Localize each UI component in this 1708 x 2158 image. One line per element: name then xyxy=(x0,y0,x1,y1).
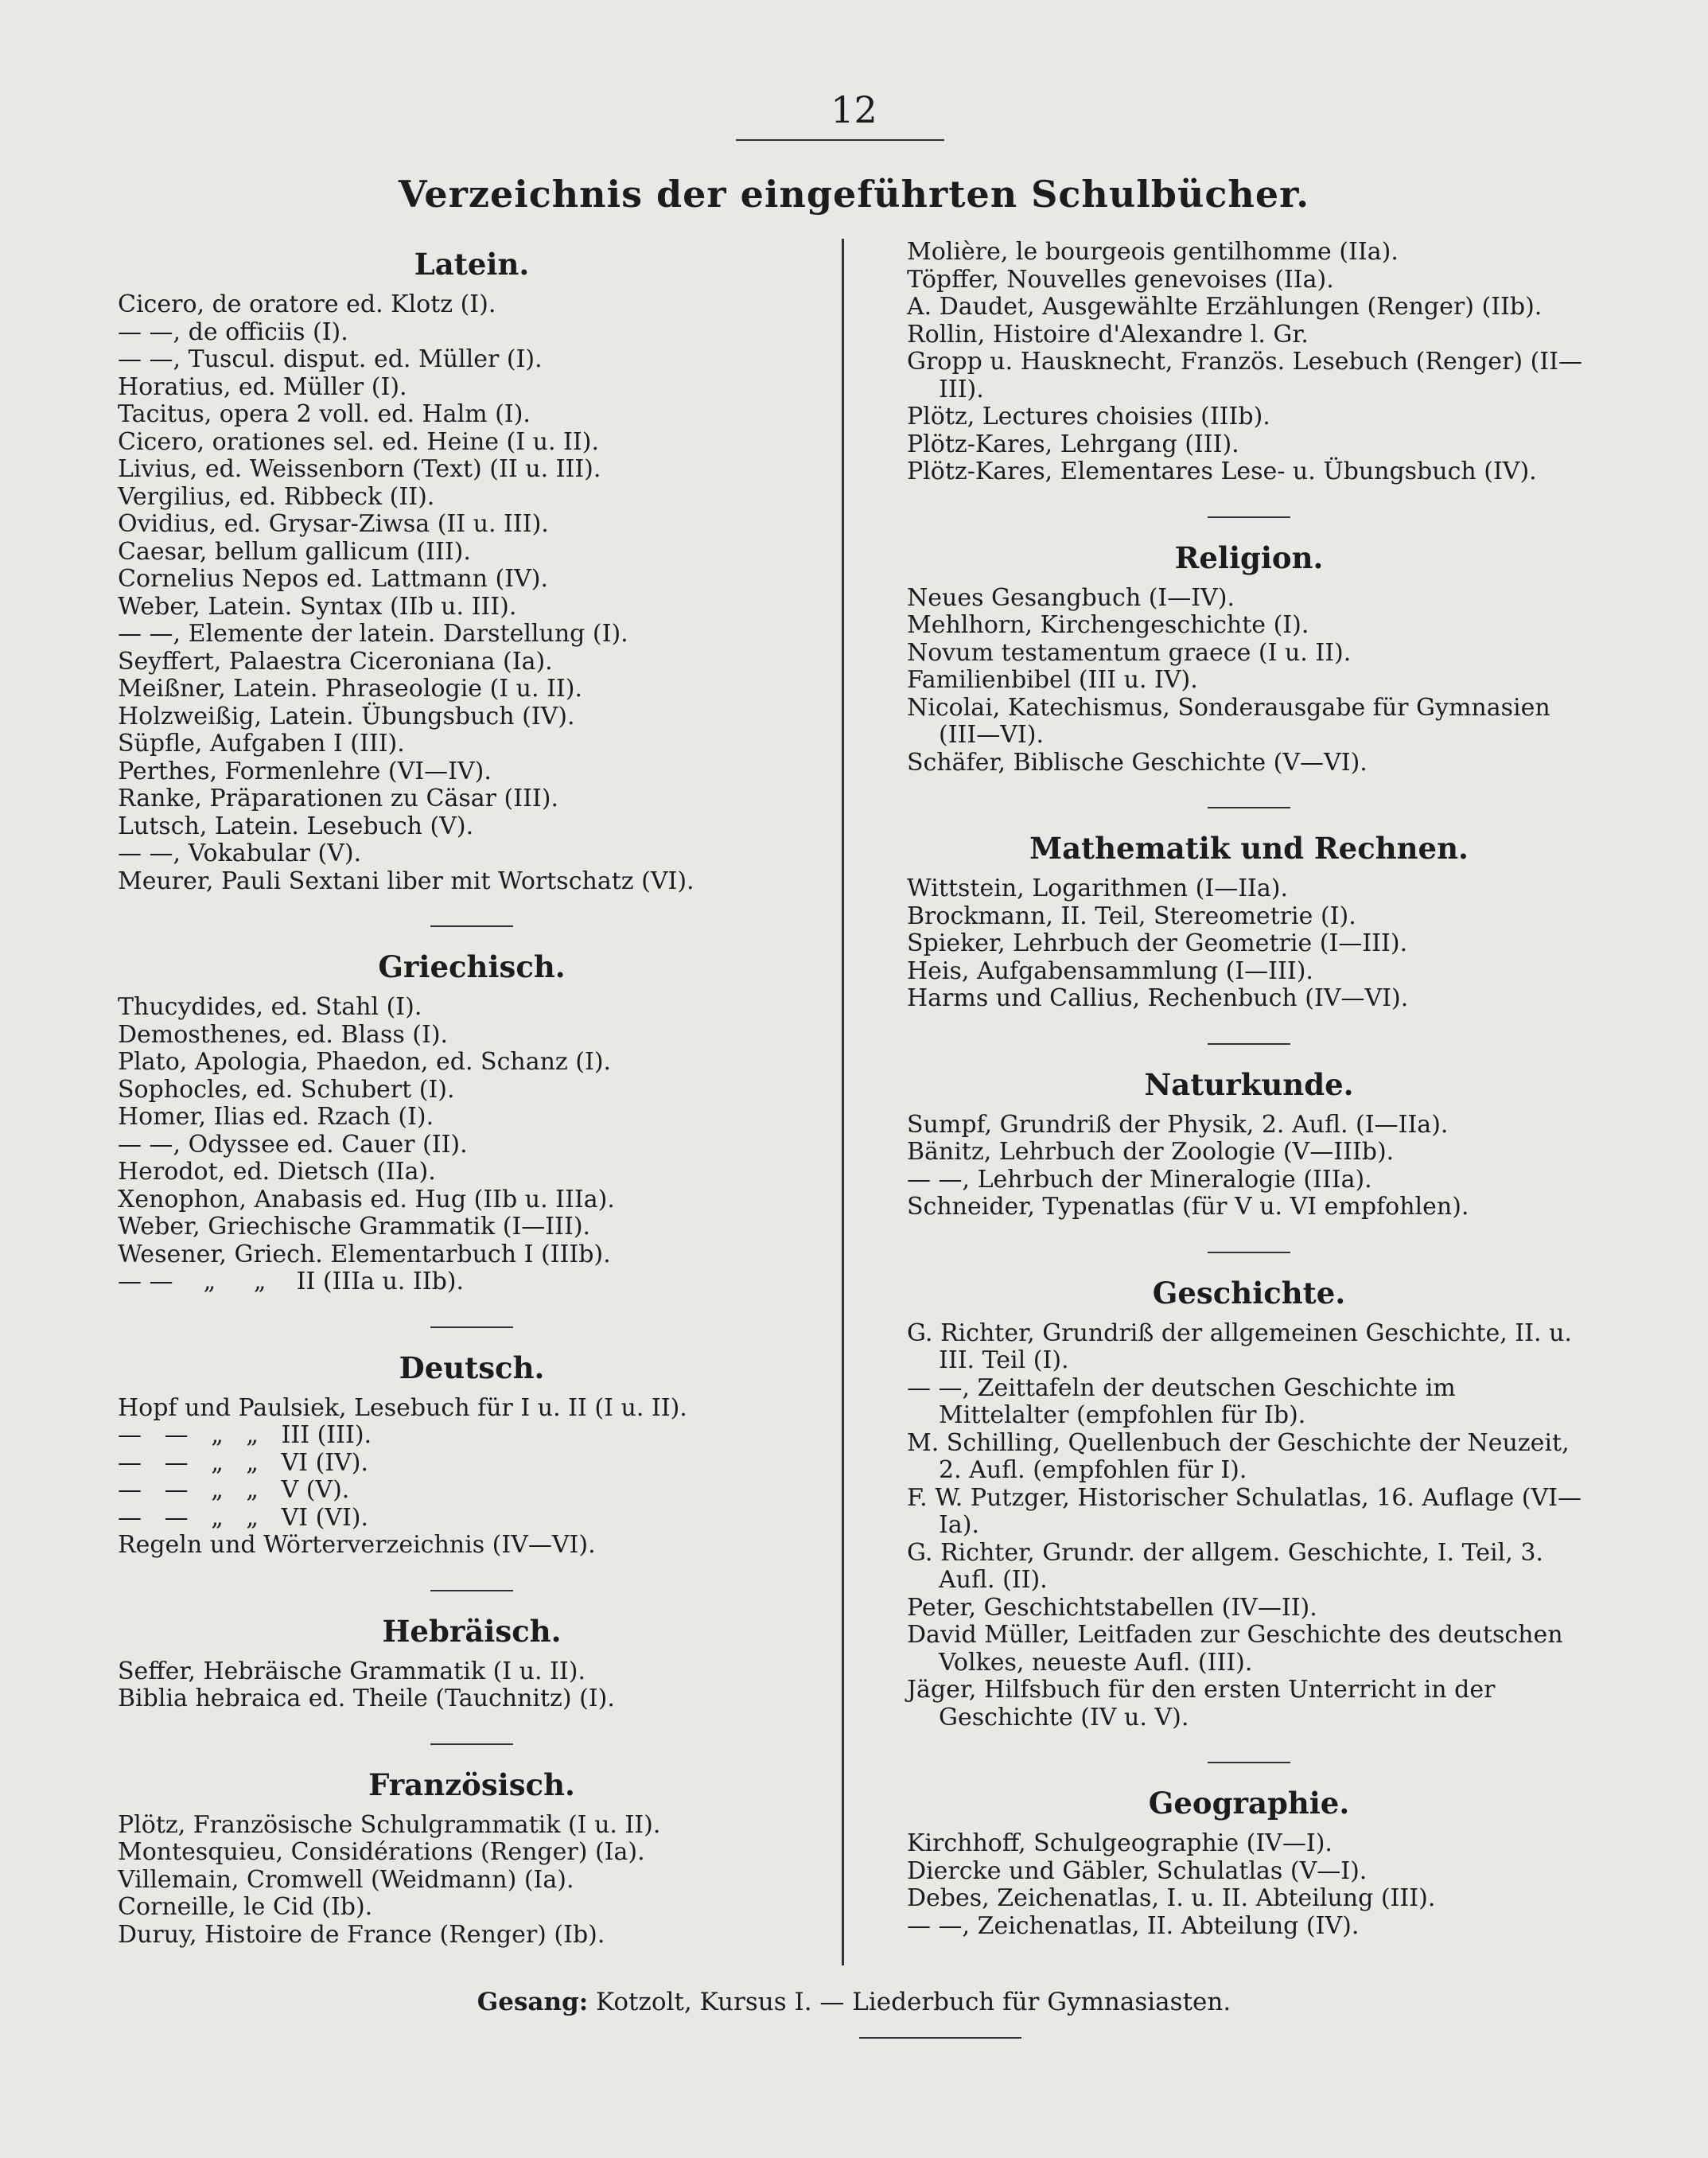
top-rule xyxy=(736,139,944,141)
section-heading: Religion. xyxy=(1174,540,1324,575)
book-entry: — — „ „ III (III). xyxy=(118,1421,372,1449)
book-entry: — —, Tuscul. disput. ed. Müller (I). xyxy=(118,345,543,373)
book-entry: Plato, Apologia, Phaedon, ed. Schanz (I). xyxy=(118,1048,612,1076)
book-entry: Wittstein, Logarithmen (I—IIa). xyxy=(907,874,1289,902)
book-entry: Kirchhoff, Schulgeographie (IV—I). xyxy=(907,1829,1333,1857)
book-section xyxy=(118,1764,826,1950)
book-entry: Cicero, de oratore ed. Klotz (I). xyxy=(118,290,496,318)
section-separator xyxy=(430,1743,513,1745)
book-entry: Weber, Griechische Grammatik (I—III). xyxy=(118,1213,591,1241)
book-entry: Debes, Zeichenatlas, I. u. II. Abteilung (III). xyxy=(907,1884,1436,1912)
book-entry: — —, Elemente der latein. Darstellung (I). xyxy=(118,620,628,648)
book-entry: Livius, ed. Weissenborn (Text) (II u. III). xyxy=(118,455,601,483)
book-entry: G. Richter, Grundr. der allgem. Geschichte, I. Teil, 3. Aufl. (II). xyxy=(907,1538,1551,1594)
book-list xyxy=(907,239,1591,486)
book-entry: Biblia hebraica ed. Theile (Tauchnitz) (I). xyxy=(118,1685,615,1712)
book-entry: Demosthenes, ed. Blass (I). xyxy=(118,1020,449,1049)
book-entry: Meißner, Latein. Phraseologie (I u. II). xyxy=(118,675,583,703)
book-list xyxy=(118,291,826,895)
book-entry: Brockmann, II. Teil, Stereometrie (I). xyxy=(907,902,1356,930)
book-entry: Xenophon, Anabasis ed. Hug (IIb u. IIIa). xyxy=(118,1185,615,1213)
book-section xyxy=(907,1782,1591,1940)
section-separator xyxy=(430,1326,513,1328)
book-entry: Montesquieu, Considérations (Renger) (Ia). xyxy=(118,1838,645,1866)
book-section xyxy=(118,1347,826,1560)
section-heading: Hebräisch. xyxy=(382,1613,562,1649)
section-heading: Deutsch. xyxy=(399,1350,545,1385)
book-entry: — — „ „ II (IIIa u. IIb). xyxy=(118,1268,465,1295)
book-entry: Peter, Geschichtstabellen (IV—II). xyxy=(907,1593,1317,1622)
section-separator xyxy=(1208,1252,1290,1253)
book-list xyxy=(118,994,826,1296)
book-entry: Vergilius, ed. Ribbeck (II). xyxy=(118,482,435,511)
book-entry: Töpffer, Nouvelles genevoises (IIa). xyxy=(907,265,1334,294)
section-heading: Latein. xyxy=(414,247,530,282)
book-entry: Hopf und Paulsiek, Lesebuch für I u. II (I u. II). xyxy=(118,1393,687,1422)
book-entry: Molière, le bourgeois gentilhomme (IIa). xyxy=(907,238,1399,266)
book-entry: — —, Zeittafeln der deutschen Geschichte im Mittelalter (empfohlen für Ib). xyxy=(907,1373,1464,1429)
footer-text: Kotzolt, Kursus I. — Liederbuch für Gymnasiasten. xyxy=(596,1988,1231,2016)
section-separator xyxy=(1208,1762,1290,1763)
book-entry: Mehlhorn, Kirchengeschichte (I). xyxy=(907,611,1309,639)
book-entry: Regeln und Wörterverzeichnis (IV—VI). xyxy=(118,1531,596,1559)
book-entry: Duruy, Histoire de France (Renger) (Ib). xyxy=(118,1920,605,1949)
book-entry: Nicolai, Katechismus, Sonderausgabe für Gymnasien (III—VI). xyxy=(907,693,1558,749)
book-section xyxy=(907,239,1591,486)
book-entry: Familienbibel (III u. IV). xyxy=(907,666,1198,694)
book-list xyxy=(907,585,1591,777)
book-entry: M. Schilling, Quellenbuch der Geschichte der Neuzeit, 2. Aufl. (empfohlen für I). xyxy=(907,1428,1578,1484)
section-heading: Geschichte. xyxy=(1152,1275,1346,1311)
book-entry: F. W. Putzger, Historischer Schulatlas, 16. Auflage (VI—Ia). xyxy=(907,1483,1582,1539)
section-separator xyxy=(430,1590,513,1591)
book-entry: Heis, Aufgabensammlung (I—III). xyxy=(907,956,1313,985)
book-entry: Perthes, Formenlehre (VI—IV). xyxy=(118,757,492,785)
book-entry: Sophocles, ed. Schubert (I). xyxy=(118,1075,455,1104)
book-entry: Sumpf, Grundriß der Physik, 2. Aufl. (I—IIa). xyxy=(907,1110,1449,1139)
book-entry: Diercke und Gäbler, Schulatlas (V—I). xyxy=(907,1856,1368,1885)
book-entry: — — „ „ VI (VI). xyxy=(118,1503,369,1532)
page-number: 12 xyxy=(831,88,877,131)
book-entry: A. Daudet, Ausgewählte Erzählungen (Renger) (IIb). xyxy=(907,293,1543,321)
book-entry: Neues Gesangbuch (I—IV). xyxy=(907,583,1235,612)
book-list xyxy=(907,1830,1591,1940)
book-entry: Cicero, orationes sel. ed. Heine (I u. II). xyxy=(118,427,599,456)
book-entry: Meurer, Pauli Sextani liber mit Wortschatz (VI). xyxy=(118,867,694,895)
left-column xyxy=(118,239,826,1949)
book-entry: Schäfer, Biblische Geschichte (V—VI). xyxy=(907,748,1368,777)
book-entry: Lutsch, Latein. Lesebuch (V). xyxy=(118,812,474,840)
book-entry: Weber, Latein. Syntax (IIb u. III). xyxy=(118,592,517,621)
book-entry: Novum testamentum graece (I u. II). xyxy=(907,638,1352,667)
book-list xyxy=(118,1812,826,1950)
book-entry: Thucydides, ed. Stahl (I). xyxy=(118,993,422,1021)
book-section xyxy=(907,828,1591,1013)
book-list xyxy=(907,875,1591,1013)
book-section xyxy=(118,243,826,895)
book-list xyxy=(907,1320,1591,1732)
book-section xyxy=(907,537,1591,777)
right-column xyxy=(907,239,1591,1940)
book-entry: Harms und Callius, Rechenbuch (IV—VI). xyxy=(907,984,1409,1012)
book-entry: Seffer, Hebräische Grammatik (I u. II). xyxy=(118,1657,586,1685)
book-section xyxy=(118,1611,826,1713)
book-entry: Plötz, Lectures choisies (IIIb). xyxy=(907,403,1270,430)
book-entry: Corneille, le Cid (Ib). xyxy=(118,1893,373,1921)
book-entry: Schneider, Typenatlas (für V u. VI empfohlen). xyxy=(907,1193,1469,1221)
book-entry: Homer, Ilias ed. Rzach (I). xyxy=(118,1103,434,1131)
section-separator xyxy=(1208,516,1290,518)
section-heading: Französisch. xyxy=(368,1767,575,1802)
book-entry: Plötz-Kares, Elementares Lese- u. Übungsbuch (IV). xyxy=(907,458,1537,485)
book-list xyxy=(118,1395,826,1560)
book-entry: Bänitz, Lehrbuch der Zoologie (V—IIIb). xyxy=(907,1138,1395,1166)
book-entry: Gropp u. Hausknecht, Französ. Lesebuch (Renger) (II—III). xyxy=(907,348,1582,403)
book-list xyxy=(118,1658,826,1713)
book-entry: — —, Lehrbuch der Mineralogie (IIIa). xyxy=(907,1165,1372,1194)
book-entry: Cornelius Nepos ed. Lattmann (IV). xyxy=(118,565,548,593)
book-entry: Plötz, Französische Schulgrammatik (I u. II). xyxy=(118,1810,661,1839)
section-separator xyxy=(1208,1043,1290,1045)
book-entry: Ranke, Präparationen zu Cäsar (III). xyxy=(118,785,559,812)
section-heading: Mathematik und Rechnen. xyxy=(1029,831,1469,866)
book-entry: Caesar, bellum gallicum (III). xyxy=(118,537,471,566)
book-entry: — —, Vokabular (V). xyxy=(118,839,362,867)
book-entry: Ovidius, ed. Grysar-Ziwsa (II u. III). xyxy=(118,510,549,538)
book-section xyxy=(118,946,826,1296)
book-entry: — — „ „ VI (IV). xyxy=(118,1448,369,1477)
section-separator xyxy=(1208,807,1290,808)
section-heading: Griechisch. xyxy=(378,949,566,984)
book-entry: Seyffert, Palaestra Ciceroniana (Ia). xyxy=(118,647,553,676)
book-section xyxy=(907,1064,1591,1221)
footer-label: Gesang: xyxy=(477,1988,589,2016)
book-entry: Spieker, Lehrbuch der Geometrie (I—III). xyxy=(907,929,1408,957)
book-entry: Holzweißig, Latein. Übungsbuch (IV). xyxy=(118,702,575,730)
footer-line xyxy=(0,1986,1708,2018)
book-entry: Plötz-Kares, Lehrgang (III). xyxy=(907,430,1239,458)
book-entry: Rollin, Histoire d'Alexandre l. Gr. xyxy=(907,320,1309,349)
book-entry: — —, Odyssee ed. Cauer (II). xyxy=(118,1130,468,1159)
section-heading: Geographie. xyxy=(1148,1786,1350,1821)
book-entry: Herodot, ed. Dietsch (IIa). xyxy=(118,1158,436,1186)
book-entry: Tacitus, opera 2 voll. ed. Halm (I). xyxy=(118,400,531,428)
book-entry: — —, Zeichenatlas, II. Abteilung (IV). xyxy=(907,1911,1360,1940)
section-heading: Naturkunde. xyxy=(1144,1066,1354,1102)
book-entry: G. Richter, Grundriß der allgemeinen Geschichte, II. u. III. Teil (I). xyxy=(907,1319,1580,1374)
book-entry: Wesener, Griech. Elementarbuch I (IIIb). xyxy=(118,1240,611,1268)
book-entry: Jäger, Hilfsbuch für den ersten Unterricht in der Geschichte (IV u. V). xyxy=(907,1676,1503,1731)
column-divider xyxy=(842,239,844,1965)
book-entry: — — „ „ V (V). xyxy=(118,1476,350,1504)
book-entry: Süpfle, Aufgaben I (III). xyxy=(118,730,405,758)
book-entry: David Müller, Leitfaden zur Geschichte des deutschen Volkes, neueste Aufl. (III). xyxy=(907,1621,1571,1677)
book-entry: — —, de officiis (I). xyxy=(118,317,348,346)
page-title: Verzeichnis der eingeführten Schulbücher. xyxy=(398,173,1310,216)
book-entry: Villemain, Cromwell (Weidmann) (Ia). xyxy=(118,1865,574,1894)
book-list xyxy=(907,1112,1591,1221)
section-separator xyxy=(430,925,513,927)
bottom-rule xyxy=(859,2037,1021,2039)
book-section xyxy=(907,1272,1591,1732)
book-entry: Horatius, ed. Müller (I). xyxy=(118,372,407,401)
